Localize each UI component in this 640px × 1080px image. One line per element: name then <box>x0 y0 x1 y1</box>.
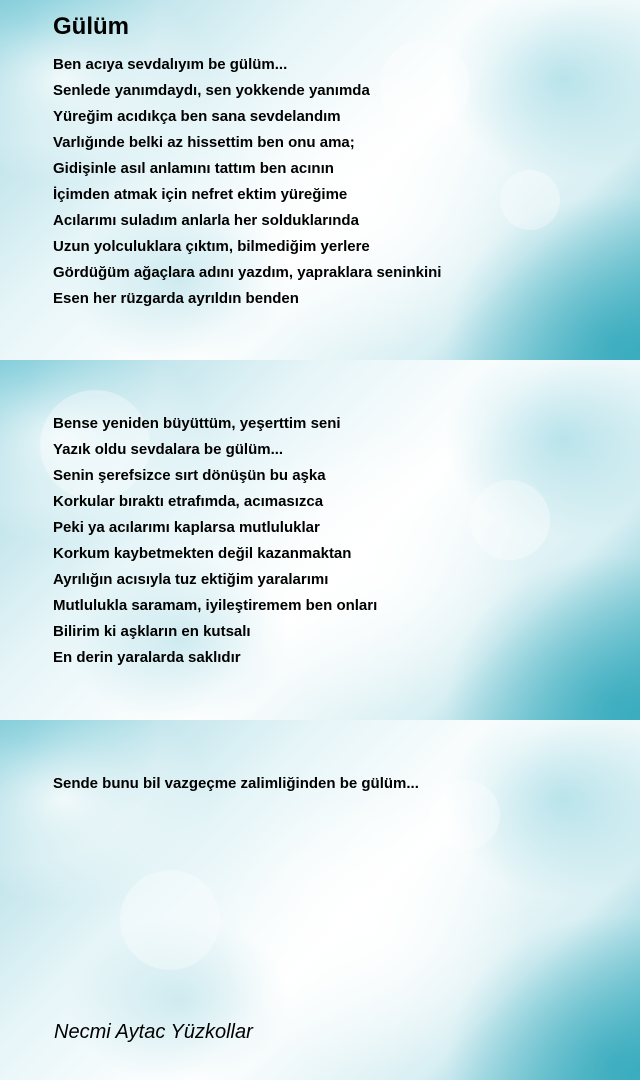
bokeh-light <box>470 480 550 560</box>
bokeh-light <box>120 870 220 970</box>
poem-line: İçimden atmak için nefret ektim yüreğime <box>53 186 348 203</box>
poem-line: Gördüğüm ağaçlara adını yazdım, yapraklara seninkini <box>53 264 442 281</box>
poem-line: Korkum kaybetmekten değil kazanmaktan <box>53 545 352 562</box>
poem-line: Senin şerefsizce sırt dönüşün bu aşka <box>53 467 326 484</box>
poem-line: Esen her rüzgarda ayrıldın benden <box>53 290 299 307</box>
poem-line: Korkular bıraktı etrafımda, acımasızca <box>53 493 324 510</box>
poem-author: Necmi Aytac Yüzkollar <box>54 1021 253 1043</box>
poem-line: Senlede yanımdaydı, sen yokkende yanımda <box>53 82 370 99</box>
poem-title: Gülüm <box>53 13 129 40</box>
poem-line: En derin yaralarda saklıdır <box>53 649 241 666</box>
bokeh-light <box>430 780 500 850</box>
poem-line: Bense yeniden büyüttüm, yeşerttim seni <box>53 415 341 432</box>
poem-line: Yüreğim acıdıkça ben sana sevdelandım <box>53 108 341 125</box>
poem-line: Ben acıya sevdalıyım be gülüm... <box>53 56 288 73</box>
poem-line: Yazık oldu sevdalara be gülüm... <box>53 441 284 458</box>
poem-line: Peki ya acılarımı kaplarsa mutluluklar <box>53 519 320 536</box>
poem-line: Varlığınde belki az hissettim ben onu ama; <box>53 134 355 151</box>
bokeh-light <box>500 170 560 230</box>
stanza-1 <box>53 52 441 312</box>
poem-line: Uzun yolculuklara çıktım, bilmediğim yerlere <box>53 238 370 255</box>
poem-line: Ayrılığın acısıyla tuz ektiğim yaralarımı <box>53 571 329 588</box>
poem-line: Sende bunu bil vazgeçme zalimliğinden be gülüm... <box>53 775 419 792</box>
poem-line: Bilirim ki aşkların en kutsalı <box>53 623 251 640</box>
poem-line: Mutlulukla saramam, iyileştiremem ben onları <box>53 597 378 614</box>
stanza-3 <box>53 771 419 797</box>
poem-line: Gidişinle asıl anlamını tattım ben acının <box>53 160 334 177</box>
poem-line: Acılarımı suladım anlarla her solduklarında <box>53 212 359 229</box>
stanza-2 <box>53 411 377 671</box>
